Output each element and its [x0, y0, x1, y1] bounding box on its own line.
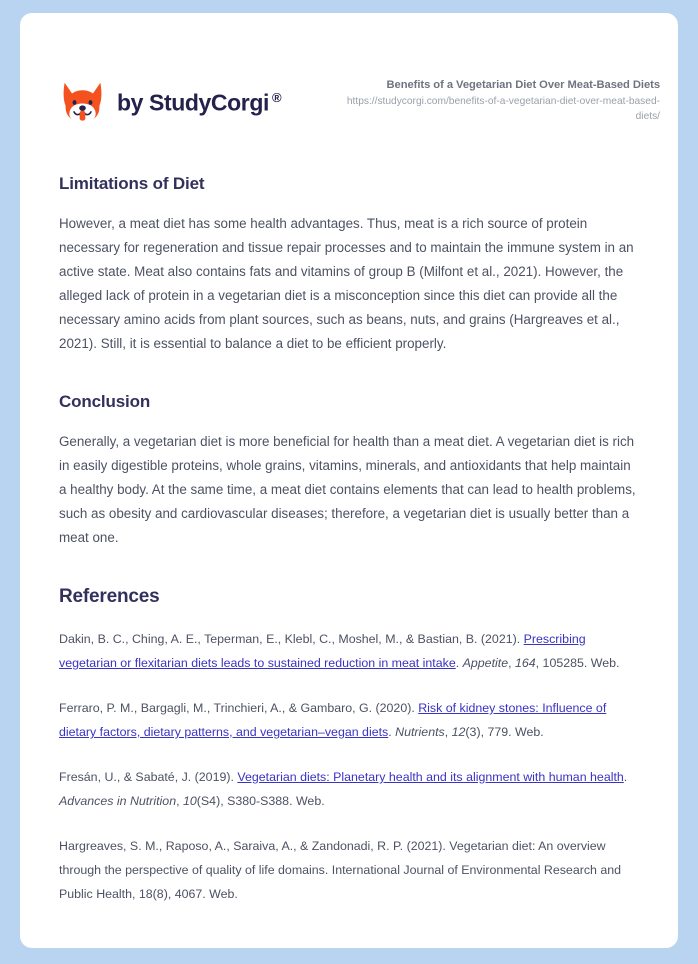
reference-journal: Appetite	[462, 656, 509, 670]
reference-tail: , 105285. Web.	[535, 656, 620, 670]
reference-authors-year: Fresán, U., & Sabaté, J. (2019).	[59, 770, 238, 784]
reference-journal-sep: ,	[176, 794, 183, 808]
reference-link[interactable]: Vegetarian diets: Planetary health and its alignment with human health	[237, 770, 624, 784]
reference-entry	[59, 627, 641, 675]
paragraph-limitations: However, a meat diet has some health advantages. Thus, meat is a rich source of protein necessary for regeneration and tissue repair processes and to maintain the immune system in an active state. Meat also contains fats and vitamins of group B (Milfont et al., 2021). However, the alleged lack of protein in a vegetarian diet is a misconception since this diet can provide all the necessary amino acids from plant sources, such as beans, nuts, and grains (Hargreaves et al., 2021). Still, it is essential to balance a diet to be efficient properly.	[59, 216, 634, 351]
reference-after-link: .	[623, 770, 628, 784]
reference-journal: Advances in Nutrition	[59, 794, 177, 808]
document-page-card	[20, 13, 678, 948]
brand-wordmark	[117, 91, 281, 115]
site-header	[20, 13, 678, 126]
reference-volume: 164	[514, 656, 536, 670]
section-heading-conclusion: Conclusion	[59, 392, 151, 411]
reference-after-link: .	[455, 656, 463, 670]
corgi-logo-icon	[59, 79, 106, 126]
document-content	[20, 174, 678, 906]
reference-volume: 12	[451, 725, 466, 739]
brand-logo-group[interactable]	[59, 72, 281, 126]
reference-journal-sep: ,	[508, 656, 515, 670]
reference-entry	[59, 765, 641, 813]
document-url[interactable]: https://studycorgi.com/benefits-of-a-vegetarian-diet-over-meat-based-diets/	[346, 96, 660, 122]
document-meta	[338, 72, 660, 124]
brand-name-text: by StudyCorgi	[117, 89, 269, 116]
reference-tail: (S4), S380-S388. Web.	[196, 794, 325, 808]
reference-authors-year: Hargreaves, S. M., Raposo, A., Saraiva, A., & Zandonadi, R. P. (2021). Vegetarian diet: An overview through the perspective of quality of life domains. International Journal of Environmental Research and Public Health, 18(8), 4067. Web.	[59, 839, 622, 901]
reference-after-link: .	[388, 725, 396, 739]
reference-journal-sep: ,	[444, 725, 452, 739]
registered-trademark-icon: ®	[271, 89, 282, 105]
reference-journal: Nutrients	[395, 725, 445, 739]
paragraph-conclusion: Generally, a vegetarian diet is more beneficial for health than a meat diet. A vegetarian diet is rich in easily digestible proteins, whole grains, vitamins, minerals, and antioxidants that help maintain a healthy body. At the same time, a meat diet contains elements that can lead to health problems, such as obesity and cardiovascular diseases; therefore, a vegetarian diet is usually better than a meat one.	[59, 434, 636, 545]
document-title: Benefits of a Vegetarian Diet Over Meat-Based Diets	[386, 79, 660, 91]
reference-entry	[59, 696, 641, 744]
reference-authors-year: Ferraro, P. M., Bargagli, M., Trinchieri, A., & Gambaro, G. (2020).	[59, 701, 419, 715]
reference-entry	[59, 834, 641, 906]
section-heading-limitations: Limitations of Diet	[59, 174, 205, 193]
reference-authors-year: Dakin, B. C., Ching, A. E., Teperman, E., Klebl, C., Moshel, M., & Bastian, B. (2021).	[59, 632, 524, 646]
reference-link[interactable]: Risk of kidney stones: Influence of dietary factors, dietary patterns, and vegetarian–vegan diets	[59, 701, 607, 739]
section-heading-references: References	[59, 586, 160, 607]
references-list	[59, 627, 641, 906]
reference-tail: (3), 779. Web.	[465, 725, 544, 739]
reference-link[interactable]: Prescribing vegetarian or flexitarian diets leads to sustained reduction in meat intake	[59, 632, 586, 670]
reference-volume: 10	[182, 794, 197, 808]
